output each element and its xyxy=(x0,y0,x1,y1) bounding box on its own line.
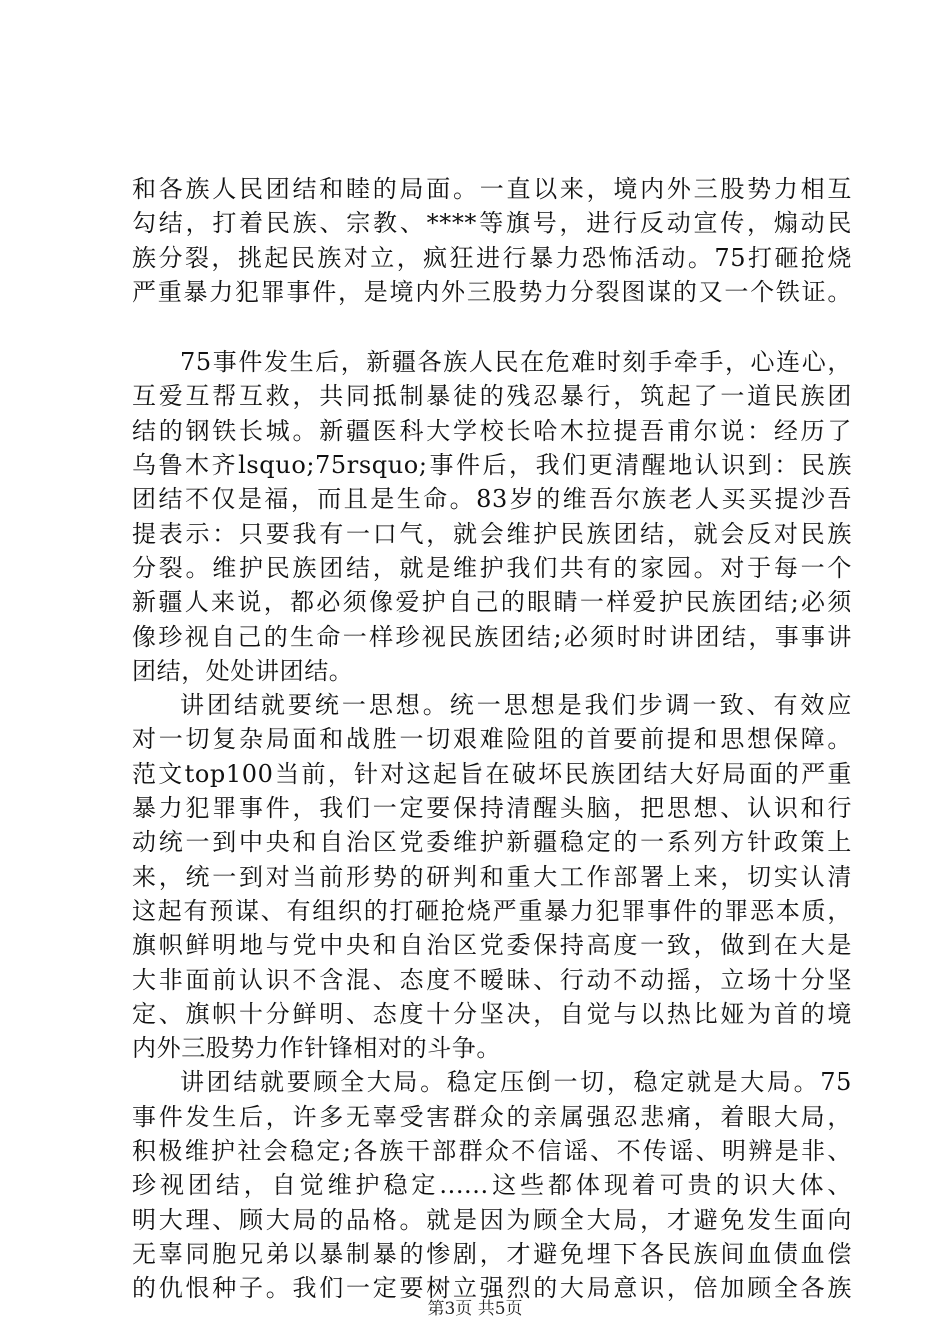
text-line: 团结不仅是福，而且是生命。83岁的维吾尔族老人买买提沙吾 xyxy=(132,485,852,514)
text-line: 内外三股势力作针锋相对的斗争。 xyxy=(132,1034,501,1063)
text-line: 团结，处处讲团结。 xyxy=(132,656,354,685)
text-line: 互爱互帮互救，共同抵制暴徒的残忍暴行，筑起了一道民族团 xyxy=(132,382,852,411)
text-line: 无辜同胞兄弟以暴制暴的惨剧，才避免埋下各民族间血债血偿 xyxy=(132,1239,852,1268)
text-line: 明大理、顾大局的品格。就是因为顾全大局，才避免发生面向 xyxy=(132,1205,852,1234)
text-line: 大非面前认识不含混、态度不暧昧、行动不动摇，立场十分坚 xyxy=(132,965,852,994)
text-line: 珍视团结，自觉维护稳定......这些都体现着可贵的识大体、 xyxy=(132,1171,852,1200)
page-number-footer: 第3页 共5页 xyxy=(427,1299,523,1319)
text-line: 动统一到中央和自治区党委维护新疆稳定的一系列方针政策上 xyxy=(132,828,852,857)
text-line: 和各族人民团结和睦的局面。一直以来，境内外三股势力相互 xyxy=(132,175,852,203)
text-line: 结的钢铁长城。新疆医科大学校长哈木拉提吾甫尔说：经历了 xyxy=(132,416,852,445)
paragraph xyxy=(132,172,852,309)
text-line: 讲团结就要顾全大局。稳定压倒一切，稳定就是大局。75 xyxy=(180,1068,852,1097)
text-line: 像珍视自己的生命一样珍视民族团结;必须时时讲团结，事事讲 xyxy=(132,622,852,651)
text-line: 暴力犯罪事件，我们一定要保持清醒头脑，把思想、认识和行 xyxy=(132,794,852,823)
paragraph xyxy=(132,345,852,688)
paragraph-gap xyxy=(132,309,852,345)
text-line: 分裂。维护民族团结，就是维护我们共有的家园。对于每一个 xyxy=(132,553,852,582)
text-line: 事件发生后，许多无辜受害群众的亲属强忍悲痛，着眼大局， xyxy=(132,1102,852,1131)
text-line: 新疆人来说，都必须像爱护自己的眼睛一样爱护民族团结;必须 xyxy=(132,588,852,617)
text-line: 旗帜鲜明地与党中央和自治区党委保持高度一致，做到在大是 xyxy=(132,931,852,960)
text-line: 的仇恨种子。我们一定要树立强烈的大局意识，倍加顾全各族 xyxy=(132,1274,852,1303)
text-line: 勾结，打着民族、宗教、****等旗号，进行反动宣传，煽动民 xyxy=(132,209,852,238)
text-line: 75事件发生后，新疆各族人民在危难时刻手牵手，心连心， xyxy=(180,348,852,377)
document-body xyxy=(132,172,852,1306)
text-line: 来，统一到对当前形势的研判和重大工作部署上来，切实认清 xyxy=(132,862,852,891)
text-line: 严重暴力犯罪事件，是境内外三股势力分裂图谋的又一个铁证。 xyxy=(132,277,852,306)
text-line: 定、旗帜十分鲜明、态度十分坚决，自觉与以热比娅为首的境 xyxy=(132,999,852,1028)
paragraph xyxy=(132,1065,852,1305)
text-line: 对一切复杂局面和战胜一切艰难险阻的首要前提和思想保障。 xyxy=(132,725,852,754)
text-line: 积极维护社会稳定;各族干部群众不信谣、不传谣、明辨是非、 xyxy=(132,1137,852,1166)
paragraph xyxy=(132,688,852,1065)
text-line: 提表示：只要我有一口气，就会维护民族团结，就会反对民族 xyxy=(132,519,852,548)
text-line: 范文top100当前，针对这起旨在破坏民族团结大好局面的严重 xyxy=(132,759,852,788)
text-line: 讲团结就要统一思想。统一思想是我们步调一致、有效应 xyxy=(180,691,852,720)
text-line: 这起有预谋、有组织的打砸抢烧严重暴力犯罪事件的罪恶本质， xyxy=(132,896,852,925)
text-line: 乌鲁木齐lsquo;75rsquo;事件后，我们更清醒地认识到：民族 xyxy=(132,451,852,480)
text-line: 族分裂，挑起民族对立，疯狂进行暴力恐怖活动。75打砸抢烧 xyxy=(132,243,852,272)
